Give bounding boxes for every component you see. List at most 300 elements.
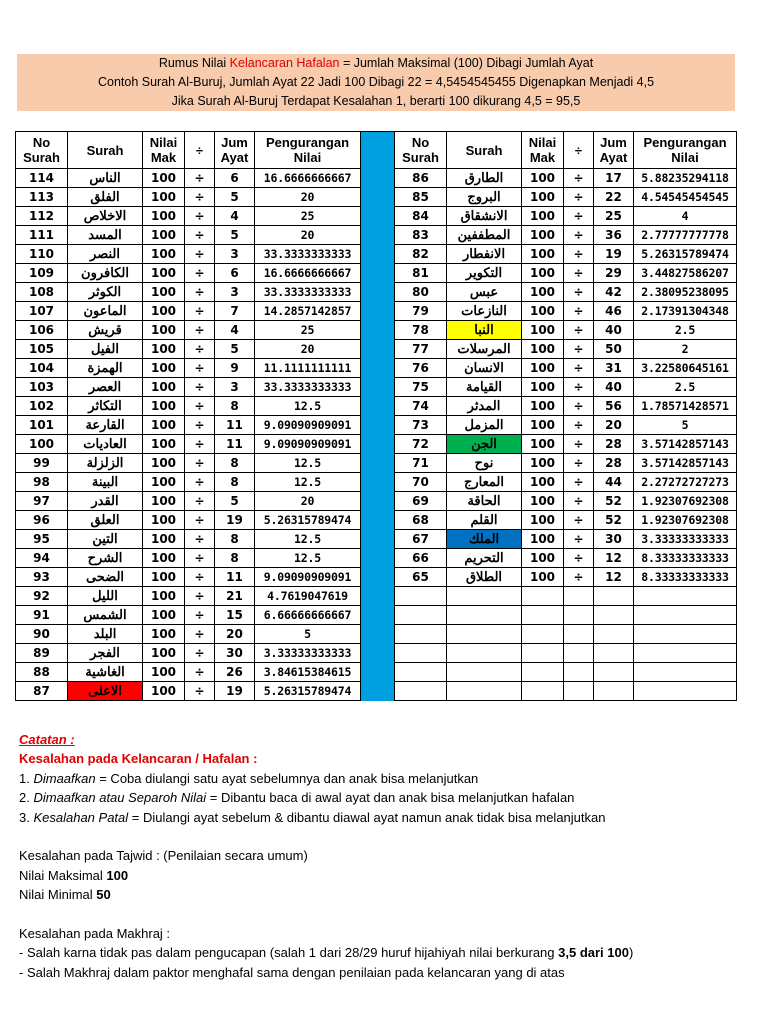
left-pengurangan: 16.6666666667: [255, 264, 361, 283]
left-surah-name: الاخلاص: [68, 207, 143, 226]
right-nilai-mak: 100: [522, 245, 564, 264]
right-divide: ÷: [564, 321, 594, 340]
left-nilai-mak: 100: [143, 644, 185, 663]
header-pengurangan-right: Pengurangan Nilai: [634, 132, 737, 169]
left-pengurangan: 9.09090909091: [255, 416, 361, 435]
right-surah-name: المدثر: [447, 397, 522, 416]
left-pengurangan: 12.5: [255, 397, 361, 416]
notes-tajwid-title: Kesalahan pada Tajwid : (Penilaian secara umum): [19, 848, 308, 864]
left-surah-name: الزلزلة: [68, 454, 143, 473]
left-no-surah: 90: [16, 625, 68, 644]
left-jum-ayat: 5: [215, 188, 255, 207]
left-jum-ayat: 5: [215, 492, 255, 511]
left-surah-name: الفجر: [68, 644, 143, 663]
left-pengurangan: 33.3333333333: [255, 378, 361, 397]
left-pengurangan: 5.26315789474: [255, 511, 361, 530]
right-pengurangan: 2.27272727273: [634, 473, 737, 492]
left-jum-ayat: 15: [215, 606, 255, 625]
left-nilai-mak: 100: [143, 169, 185, 188]
right-divide: ÷: [564, 454, 594, 473]
right-no-surah: 82: [395, 245, 447, 264]
left-no-surah: 93: [16, 568, 68, 587]
notes-nilai-maksimal-label: Nilai Maksimal: [19, 867, 107, 883]
right-no-surah: 70: [395, 473, 447, 492]
left-surah-name: قريش: [68, 321, 143, 340]
right-jum-ayat: 12: [594, 549, 634, 568]
right-divide: ÷: [564, 511, 594, 530]
formula-highlight: Kelancaran Hafalan: [229, 56, 340, 70]
left-surah-name: العصر: [68, 378, 143, 397]
right-no-surah: 66: [395, 549, 447, 568]
left-no-surah: 110: [16, 245, 68, 264]
right-jum-ayat: 28: [594, 435, 634, 454]
left-divide: ÷: [185, 663, 215, 682]
left-no-surah: 113: [16, 188, 68, 207]
right-pengurangan: 3.22580645161: [634, 359, 737, 378]
right-pengurangan: 5.88235294118: [634, 169, 737, 188]
left-no-surah: 101: [16, 416, 68, 435]
right-jum-ayat: [594, 606, 634, 625]
right-nilai-mak: [522, 644, 564, 663]
left-no-surah: 87: [16, 682, 68, 701]
left-no-surah: 103: [16, 378, 68, 397]
left-no-surah: 111: [16, 226, 68, 245]
notes-nilai-minimal: [19, 885, 739, 904]
left-no-surah: 114: [16, 169, 68, 188]
left-jum-ayat: 8: [215, 454, 255, 473]
right-nilai-mak: [522, 682, 564, 701]
left-divide: ÷: [185, 264, 215, 283]
notes-item-1-text: = Coba diulangi satu ayat sebelumnya dan anak bisa melanjutkan: [95, 770, 479, 786]
left-no-surah: 98: [16, 473, 68, 492]
right-jum-ayat: [594, 663, 634, 682]
left-jum-ayat: 4: [215, 321, 255, 340]
notes-kelancaran-title: Kesalahan pada Kelancaran / Hafalan :: [19, 751, 258, 767]
left-pengurangan: 12.5: [255, 473, 361, 492]
left-divide: ÷: [185, 492, 215, 511]
right-jum-ayat: 40: [594, 321, 634, 340]
left-nilai-mak: 100: [143, 568, 185, 587]
left-pengurangan: 3.84615384615: [255, 663, 361, 682]
left-divide: ÷: [185, 188, 215, 207]
left-surah-name: الناس: [68, 169, 143, 188]
notes-catatan-title: Catatan :: [19, 732, 75, 747]
left-no-surah: 96: [16, 511, 68, 530]
left-nilai-mak: 100: [143, 625, 185, 644]
right-nilai-mak: 100: [522, 473, 564, 492]
right-divide: [564, 587, 594, 606]
left-divide: ÷: [185, 435, 215, 454]
right-no-surah: 79: [395, 302, 447, 321]
left-divide: ÷: [185, 397, 215, 416]
right-divide: ÷: [564, 283, 594, 302]
right-nilai-mak: 100: [522, 568, 564, 587]
left-pengurangan: 25: [255, 321, 361, 340]
right-surah-name: المطففين: [447, 226, 522, 245]
right-pengurangan: 4: [634, 207, 737, 226]
right-no-surah: 81: [395, 264, 447, 283]
right-nilai-mak: 100: [522, 416, 564, 435]
left-divide: ÷: [185, 359, 215, 378]
left-pengurangan: 5.26315789474: [255, 682, 361, 701]
right-pengurangan: 3.44827586207: [634, 264, 737, 283]
right-jum-ayat: 20: [594, 416, 634, 435]
right-divide: ÷: [564, 207, 594, 226]
left-pengurangan: 33.3333333333: [255, 283, 361, 302]
right-jum-ayat: 44: [594, 473, 634, 492]
right-surah-name: الحاقة: [447, 492, 522, 511]
right-jum-ayat: 42: [594, 283, 634, 302]
left-surah-name: الماعون: [68, 302, 143, 321]
right-surah-name: النازعات: [447, 302, 522, 321]
left-divide: ÷: [185, 568, 215, 587]
right-no-surah: 85: [395, 188, 447, 207]
right-surah-name: [447, 644, 522, 663]
left-divide: ÷: [185, 606, 215, 625]
left-nilai-mak: 100: [143, 226, 185, 245]
notes-item-1-term: Dimaafkan: [33, 770, 96, 786]
right-divide: ÷: [564, 435, 594, 454]
left-surah-name: النصر: [68, 245, 143, 264]
left-jum-ayat: 5: [215, 340, 255, 359]
notes-nilai-minimal-value: 50: [96, 887, 111, 903]
left-no-surah: 107: [16, 302, 68, 321]
right-pengurangan: 2.77777777778: [634, 226, 737, 245]
header-nilai-mak: Nilai Mak: [143, 132, 185, 169]
notes-nilai-minimal-label: Nilai Minimal: [19, 887, 97, 903]
notes-gap: [19, 905, 739, 924]
right-no-surah: [395, 625, 447, 644]
right-surah-name: الجن: [447, 435, 522, 454]
table-body: [16, 132, 737, 701]
right-jum-ayat: 31: [594, 359, 634, 378]
left-divide: ÷: [185, 454, 215, 473]
right-no-surah: [395, 663, 447, 682]
notes-nilai-maksimal: [19, 866, 739, 885]
left-pengurangan: 9.09090909091: [255, 435, 361, 454]
right-jum-ayat: 28: [594, 454, 634, 473]
left-surah-name: الاعلى: [68, 682, 143, 701]
left-surah-name: الضحى: [68, 568, 143, 587]
right-pengurangan: [634, 644, 737, 663]
right-jum-ayat: [594, 587, 634, 606]
left-jum-ayat: 6: [215, 169, 255, 188]
right-nilai-mak: 100: [522, 359, 564, 378]
right-jum-ayat: 40: [594, 378, 634, 397]
right-nilai-mak: 100: [522, 340, 564, 359]
right-nilai-mak: 100: [522, 302, 564, 321]
right-jum-ayat: [594, 682, 634, 701]
right-no-surah: 75: [395, 378, 447, 397]
right-pengurangan: 1.92307692308: [634, 511, 737, 530]
header-nilai-mak-right: Nilai Mak: [522, 132, 564, 169]
left-divide: ÷: [185, 587, 215, 606]
table-header-row: [16, 132, 737, 169]
left-jum-ayat: 4: [215, 207, 255, 226]
right-no-surah: 80: [395, 283, 447, 302]
right-no-surah: [395, 587, 447, 606]
right-no-surah: 78: [395, 321, 447, 340]
left-nilai-mak: 100: [143, 663, 185, 682]
left-jum-ayat: 5: [215, 226, 255, 245]
right-nilai-mak: 100: [522, 435, 564, 454]
right-divide: ÷: [564, 188, 594, 207]
right-surah-name: التحريم: [447, 549, 522, 568]
left-pengurangan: 20: [255, 226, 361, 245]
left-no-surah: 109: [16, 264, 68, 283]
left-pengurangan: 33.3333333333: [255, 245, 361, 264]
left-surah-name: التكاثر: [68, 397, 143, 416]
left-nilai-mak: 100: [143, 416, 185, 435]
right-divide: ÷: [564, 264, 594, 283]
header-divide-right: ÷: [564, 132, 594, 169]
left-nilai-mak: 100: [143, 340, 185, 359]
left-pengurangan: 12.5: [255, 549, 361, 568]
right-jum-ayat: 56: [594, 397, 634, 416]
left-surah-name: الليل: [68, 587, 143, 606]
left-surah-name: الكافرون: [68, 264, 143, 283]
right-pengurangan: 1.78571428571: [634, 397, 737, 416]
right-divide: ÷: [564, 416, 594, 435]
right-jum-ayat: 22: [594, 188, 634, 207]
left-divide: ÷: [185, 682, 215, 701]
right-divide: ÷: [564, 378, 594, 397]
left-nilai-mak: 100: [143, 587, 185, 606]
left-divide: ÷: [185, 378, 215, 397]
left-nilai-mak: 100: [143, 606, 185, 625]
notes-section: [19, 730, 739, 982]
notes-item-3-num: 3.: [19, 809, 34, 825]
right-no-surah: 74: [395, 397, 447, 416]
left-pengurangan: 3.33333333333: [255, 644, 361, 663]
header-surah: Surah: [68, 132, 143, 169]
right-nilai-mak: 100: [522, 530, 564, 549]
notes-item-1: [19, 769, 739, 788]
surah-score-table-wrap: [15, 131, 736, 708]
right-surah-name: [447, 625, 522, 644]
left-divide: ÷: [185, 321, 215, 340]
left-surah-name: القدر: [68, 492, 143, 511]
right-nilai-mak: 100: [522, 226, 564, 245]
left-divide: ÷: [185, 644, 215, 663]
right-jum-ayat: 25: [594, 207, 634, 226]
left-surah-name: الهمزة: [68, 359, 143, 378]
right-nilai-mak: [522, 606, 564, 625]
left-surah-name: البلد: [68, 625, 143, 644]
formula-line-3: Jika Surah Al-Buruj Terdapat Kesalahan 1, berarti 100 dikurang 4,5 = 95,5: [171, 94, 581, 108]
right-divide: [564, 644, 594, 663]
left-nilai-mak: 100: [143, 264, 185, 283]
right-surah-name: الانشقاق: [447, 207, 522, 226]
right-surah-name: القيامة: [447, 378, 522, 397]
left-jum-ayat: 21: [215, 587, 255, 606]
right-no-surah: 68: [395, 511, 447, 530]
right-no-surah: 73: [395, 416, 447, 435]
left-nilai-mak: 100: [143, 245, 185, 264]
left-divide: ÷: [185, 416, 215, 435]
notes-item-2-term: Dimaafkan atau Separoh Nilai: [33, 790, 207, 806]
formula-line-1-prefix: Rumus Nilai: [158, 56, 230, 70]
right-no-surah: 71: [395, 454, 447, 473]
notes-item-3-text: = Diulangi ayat sebelum & dibantu diawal ayat namun anak tidak bisa melanjutkan: [128, 809, 606, 825]
left-nilai-mak: 100: [143, 321, 185, 340]
notes-item-3-term: Kesalahan Patal: [33, 809, 129, 825]
right-nilai-mak: [522, 625, 564, 644]
right-pengurangan: 5.26315789474: [634, 245, 737, 264]
right-pengurangan: [634, 663, 737, 682]
left-jum-ayat: 30: [215, 644, 255, 663]
right-surah-name: نوح: [447, 454, 522, 473]
left-nilai-mak: 100: [143, 302, 185, 321]
left-pengurangan: 20: [255, 492, 361, 511]
right-jum-ayat: 19: [594, 245, 634, 264]
right-pengurangan: [634, 625, 737, 644]
right-no-surah: 76: [395, 359, 447, 378]
right-nilai-mak: [522, 663, 564, 682]
left-no-surah: 105: [16, 340, 68, 359]
formula-line-2: Contoh Surah Al-Buruj, Jumlah Ayat 22 Jadi 100 Dibagi 22 = 4,5454545455 Digenapkan Menjadi 4,5: [97, 75, 655, 89]
right-pengurangan: 8.33333333333: [634, 568, 737, 587]
left-surah-name: المسد: [68, 226, 143, 245]
right-divide: [564, 625, 594, 644]
left-jum-ayat: 3: [215, 245, 255, 264]
right-no-surah: [395, 606, 447, 625]
left-divide: ÷: [185, 473, 215, 492]
left-nilai-mak: 100: [143, 473, 185, 492]
right-surah-name: [447, 682, 522, 701]
left-jum-ayat: 3: [215, 283, 255, 302]
right-surah-name: القلم: [447, 511, 522, 530]
right-divide: [564, 682, 594, 701]
left-no-surah: 112: [16, 207, 68, 226]
left-divide: ÷: [185, 283, 215, 302]
right-surah-name: الطلاق: [447, 568, 522, 587]
left-surah-name: القارعة: [68, 416, 143, 435]
left-surah-name: الفلق: [68, 188, 143, 207]
left-surah-name: الفيل: [68, 340, 143, 359]
left-surah-name: الشرح: [68, 549, 143, 568]
right-jum-ayat: 17: [594, 169, 634, 188]
left-no-surah: 99: [16, 454, 68, 473]
right-pengurangan: 5: [634, 416, 737, 435]
left-nilai-mak: 100: [143, 207, 185, 226]
left-no-surah: 94: [16, 549, 68, 568]
right-nilai-mak: 100: [522, 397, 564, 416]
left-no-surah: 100: [16, 435, 68, 454]
left-nilai-mak: 100: [143, 397, 185, 416]
right-pengurangan: 4.54545454545: [634, 188, 737, 207]
right-pengurangan: [634, 682, 737, 701]
right-pengurangan: [634, 606, 737, 625]
right-surah-name: المزمل: [447, 416, 522, 435]
header-jum-ayat: Jum Ayat: [215, 132, 255, 169]
right-no-surah: 86: [395, 169, 447, 188]
right-pengurangan: 3.57142857143: [634, 454, 737, 473]
surah-score-table: [15, 131, 737, 701]
right-jum-ayat: 30: [594, 530, 634, 549]
left-nilai-mak: 100: [143, 359, 185, 378]
left-no-surah: 106: [16, 321, 68, 340]
left-pengurangan: 4.7619047619: [255, 587, 361, 606]
right-pengurangan: 1.92307692308: [634, 492, 737, 511]
right-divide: ÷: [564, 473, 594, 492]
left-jum-ayat: 8: [215, 397, 255, 416]
left-nilai-mak: 100: [143, 378, 185, 397]
right-divide: ÷: [564, 359, 594, 378]
header-jum-ayat-right: Jum Ayat: [594, 132, 634, 169]
left-divide: ÷: [185, 340, 215, 359]
left-surah-name: العاديات: [68, 435, 143, 454]
left-pengurangan: 11.1111111111: [255, 359, 361, 378]
left-surah-name: العلق: [68, 511, 143, 530]
right-pengurangan: 3.33333333333: [634, 530, 737, 549]
right-pengurangan: 8.33333333333: [634, 549, 737, 568]
left-divide: ÷: [185, 302, 215, 321]
right-surah-name: [447, 663, 522, 682]
left-divide: ÷: [185, 530, 215, 549]
left-no-surah: 95: [16, 530, 68, 549]
left-jum-ayat: 6: [215, 264, 255, 283]
left-no-surah: 108: [16, 283, 68, 302]
left-nilai-mak: 100: [143, 454, 185, 473]
notes-makhraj-1-bold: 3,5 dari 100: [558, 945, 629, 961]
left-surah-name: الشمس: [68, 606, 143, 625]
left-divide: ÷: [185, 169, 215, 188]
left-no-surah: 88: [16, 663, 68, 682]
right-no-surah: [395, 682, 447, 701]
right-pengurangan: 2.17391304348: [634, 302, 737, 321]
left-surah-name: الكوثر: [68, 283, 143, 302]
right-divide: ÷: [564, 492, 594, 511]
right-no-surah: [395, 644, 447, 663]
right-jum-ayat: 36: [594, 226, 634, 245]
left-pengurangan: 20: [255, 340, 361, 359]
left-divide: ÷: [185, 245, 215, 264]
left-nilai-mak: 100: [143, 511, 185, 530]
right-surah-name: الانفطار: [447, 245, 522, 264]
right-jum-ayat: 46: [594, 302, 634, 321]
left-pengurangan: 25: [255, 207, 361, 226]
notes-makhraj-title: Kesalahan pada Makhraj :: [19, 925, 171, 941]
right-nilai-mak: 100: [522, 264, 564, 283]
right-surah-name: الانسان: [447, 359, 522, 378]
header-pengurangan: Pengurangan Nilai: [255, 132, 361, 169]
column-separator: [361, 132, 395, 701]
formula-line-1: [17, 54, 735, 73]
right-surah-name: [447, 587, 522, 606]
right-surah-name: المعارج: [447, 473, 522, 492]
left-surah-name: الغاشية: [68, 663, 143, 682]
right-nilai-mak: 100: [522, 321, 564, 340]
left-surah-name: التين: [68, 530, 143, 549]
right-divide: ÷: [564, 340, 594, 359]
right-nilai-mak: 100: [522, 188, 564, 207]
notes-makhraj-1: [19, 943, 739, 962]
right-divide: ÷: [564, 302, 594, 321]
right-no-surah: 72: [395, 435, 447, 454]
right-surah-name: البروج: [447, 188, 522, 207]
right-pengurangan: 3.57142857143: [634, 435, 737, 454]
formula-line-1-suffix: = Jumlah Maksimal (100) Dibagi Jumlah Ayat: [339, 56, 594, 70]
right-no-surah: 83: [395, 226, 447, 245]
right-jum-ayat: 12: [594, 568, 634, 587]
notes-item-2-text: = Dibantu baca di awal ayat dan anak bisa melanjutkan hafalan: [206, 790, 575, 806]
right-pengurangan: [634, 587, 737, 606]
left-pengurangan: 12.5: [255, 454, 361, 473]
left-surah-name: البينة: [68, 473, 143, 492]
right-nilai-mak: 100: [522, 207, 564, 226]
left-jum-ayat: 11: [215, 435, 255, 454]
